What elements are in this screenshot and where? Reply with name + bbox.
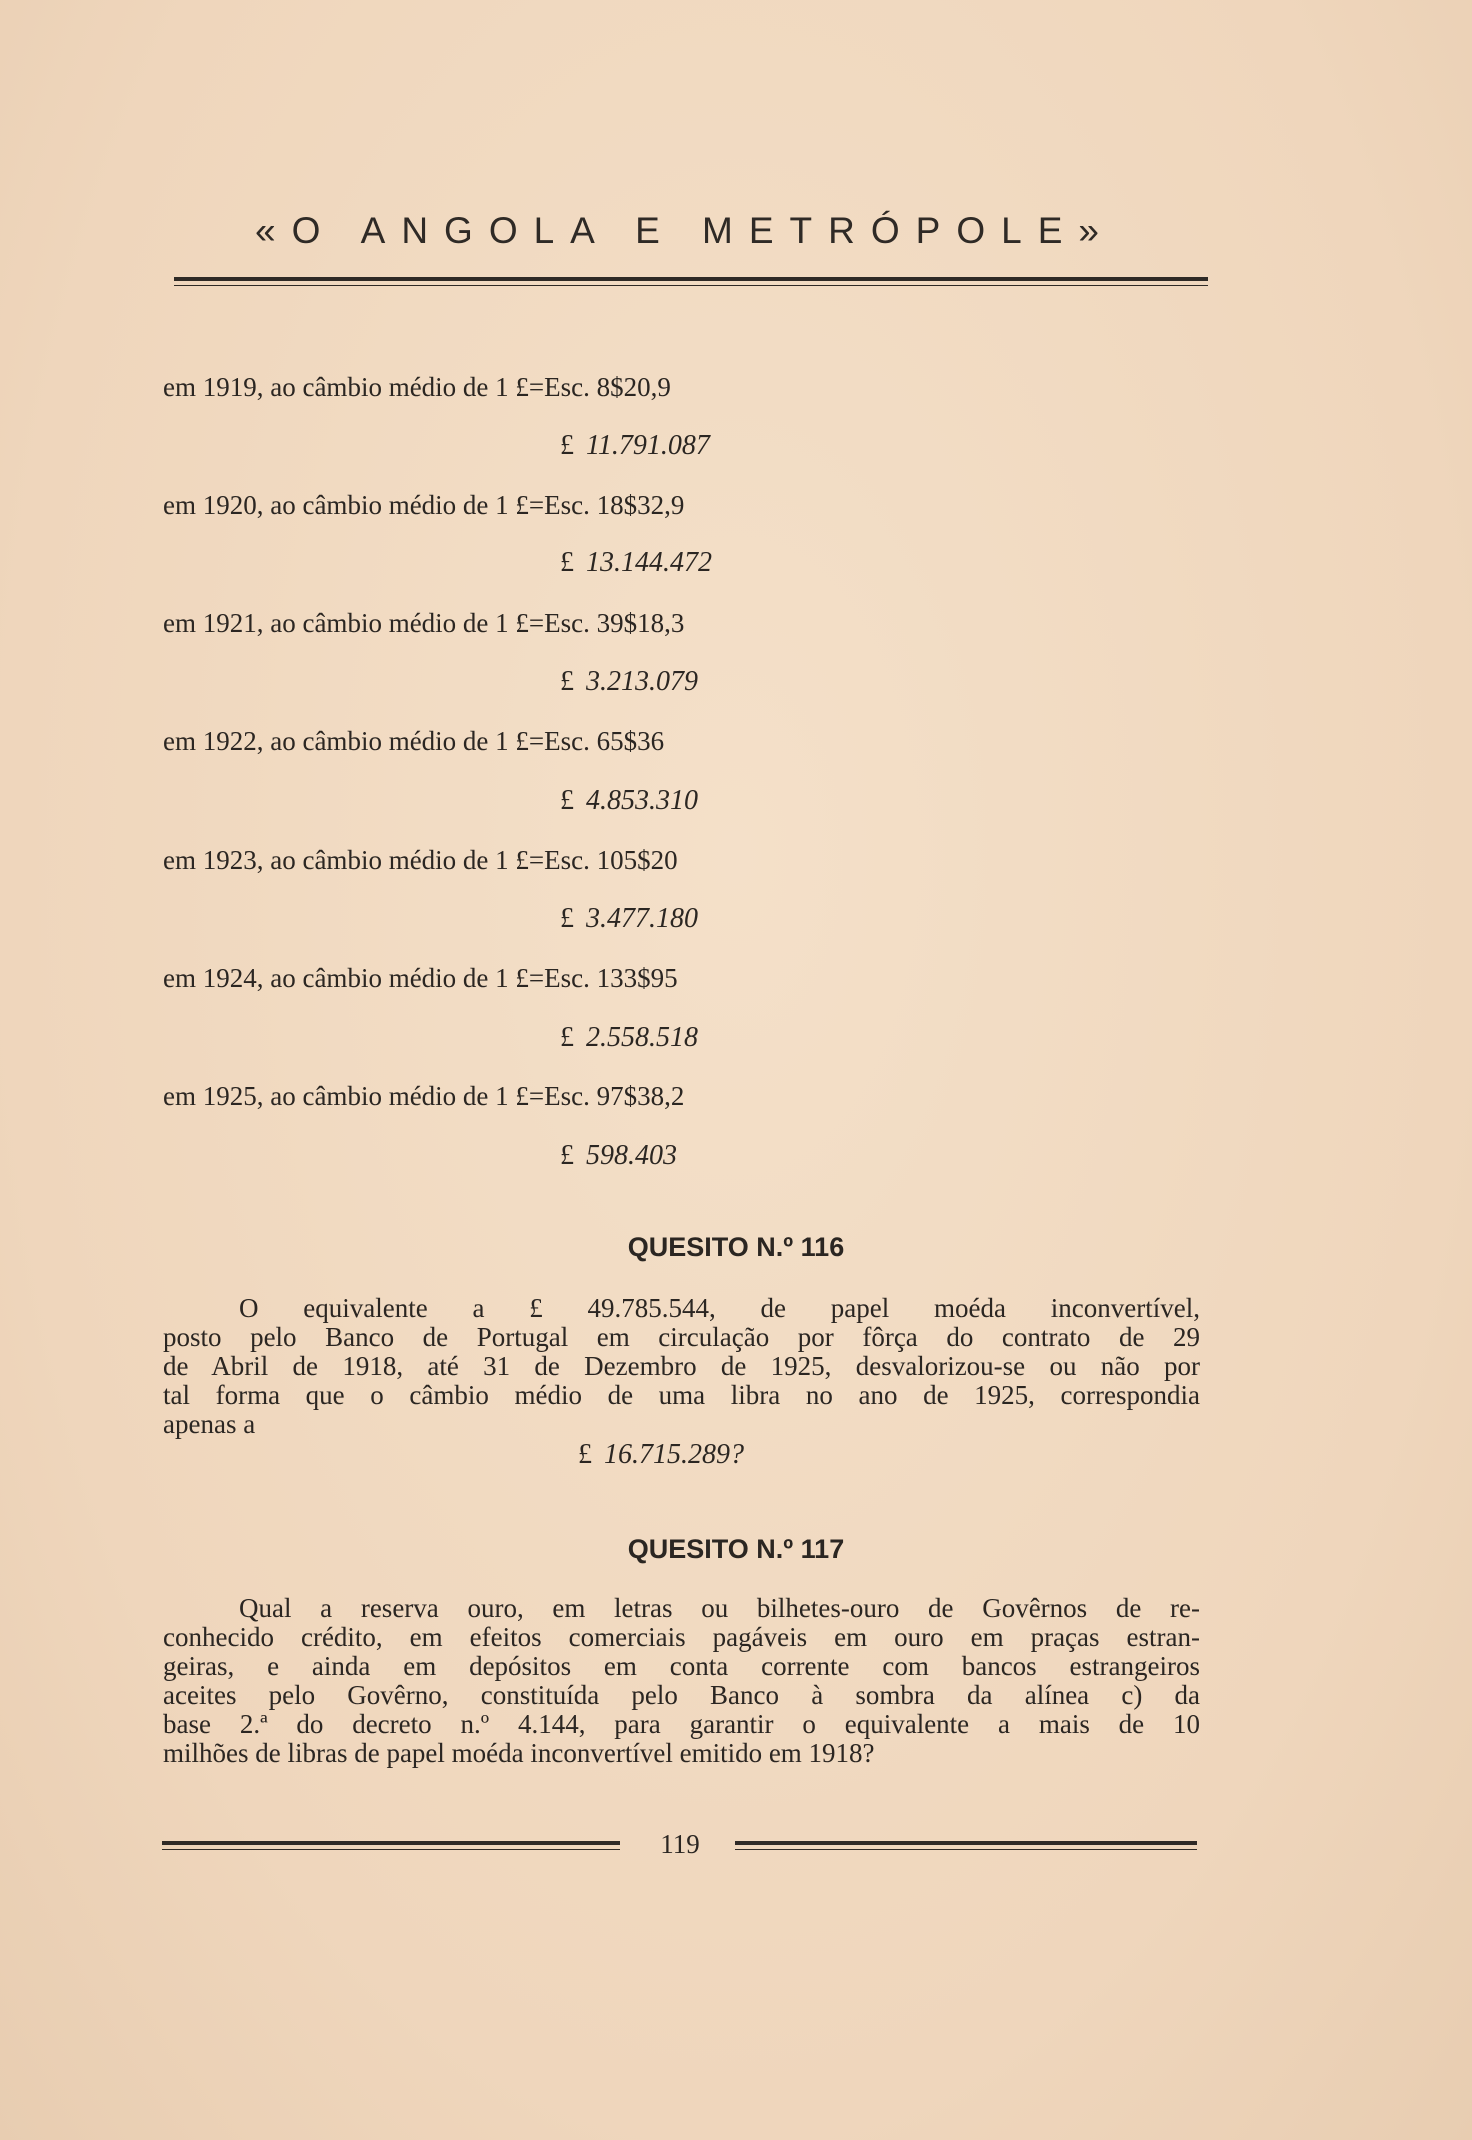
text-line: aceites pelo Govêrno, constituída pelo Banco à sombra da alínea c) da (163, 1680, 1200, 1710)
pound-sign: £ (560, 1022, 574, 1053)
rate-line-1923: em 1923, ao câmbio médio de 1 £=Esc. 105$20 (163, 845, 678, 875)
text-line: O equivalente a £ 49.785.544, de papel moéda inconvertível, (239, 1293, 1200, 1323)
text-line: apenas a (163, 1409, 256, 1439)
amount-1925 (560, 1140, 677, 1172)
amount-1921 (560, 666, 698, 698)
text-line: Qual a reserva ouro, em letras ou bilhetes-ouro de Govêrnos de re- (239, 1593, 1200, 1623)
pound-sign: £ (560, 1140, 574, 1171)
pound-sign: £ (560, 785, 574, 816)
amount-1920 (560, 547, 712, 579)
amount-value: 2.558.518 (586, 1022, 698, 1053)
rate-line-1924: em 1924, ao câmbio médio de 1 £=Esc. 133$95 (163, 963, 678, 993)
rate-line-1921: em 1921, ao câmbio médio de 1 £=Esc. 39$18,3 (163, 608, 685, 638)
pound-sign: £ (560, 903, 574, 934)
amount-1923 (560, 903, 698, 935)
amount-1924 (560, 1022, 698, 1054)
text-line: tal forma que o câmbio médio de uma libra no ano de 1925, correspondia (163, 1380, 1200, 1410)
amount-value: 3.213.079 (586, 666, 698, 697)
page-number: 119 (660, 1829, 700, 1859)
footer-rule-right (735, 1841, 1197, 1850)
amount-1922 (560, 785, 698, 817)
amount-value: 13.144.472 (586, 547, 712, 578)
rate-line-1919: em 1919, ao câmbio médio de 1 £=Esc. 8$20,9 (163, 372, 671, 402)
pound-sign: £ (560, 666, 574, 697)
amount-value: 11.791.087 (586, 430, 710, 461)
amount-value: 3.477.180 (586, 903, 698, 934)
quesito-116-amount (578, 1439, 744, 1471)
quesito-116-text (163, 1294, 1200, 1439)
pound-sign: £ (560, 430, 574, 461)
rate-line-1925: em 1925, ao câmbio médio de 1 £=Esc. 97$38,2 (163, 1081, 685, 1111)
text-line: de Abril de 1918, até 31 de Dezembro de 1925, desvalorizou-se ou não por (163, 1351, 1200, 1381)
rate-line-1922: em 1922, ao câmbio médio de 1 £=Esc. 65$36 (163, 726, 665, 756)
text-line: geiras, e ainda em depósitos em conta corrente com bancos estrangeiros (163, 1651, 1200, 1681)
pound-sign: £ (578, 1439, 592, 1470)
rate-line-1920: em 1920, ao câmbio médio de 1 £=Esc. 18$32,9 (163, 490, 685, 520)
text-line: posto pelo Banco de Portugal em circulação por fôrça do contrato de 29 (163, 1322, 1200, 1352)
running-header: «O ANGOLA E METRÓPOLE» (255, 210, 1115, 251)
quesito-117-text (163, 1594, 1200, 1768)
amount-value: 16.715.289? (604, 1439, 744, 1470)
amount-value: 4.853.310 (586, 785, 698, 816)
amount-value: 598.403 (586, 1140, 677, 1171)
pound-sign: £ (560, 547, 574, 578)
header-rule (174, 277, 1208, 286)
text-line: base 2.ª do decreto n.º 4.144, para garantir o equivalente a mais de 10 (163, 1709, 1200, 1739)
quesito-117-heading: QUESITO N.º 117 (627, 1534, 845, 1564)
amount-1919 (560, 430, 710, 462)
text-line: conhecido crédito, em efeitos comerciais pagáveis em ouro em praças estran- (163, 1622, 1200, 1652)
footer-rule-left (162, 1841, 620, 1850)
quesito-116-heading: QUESITO N.º 116 (627, 1232, 845, 1262)
text-line: milhões de libras de papel moéda inconvertível emitido em 1918? (163, 1738, 875, 1768)
